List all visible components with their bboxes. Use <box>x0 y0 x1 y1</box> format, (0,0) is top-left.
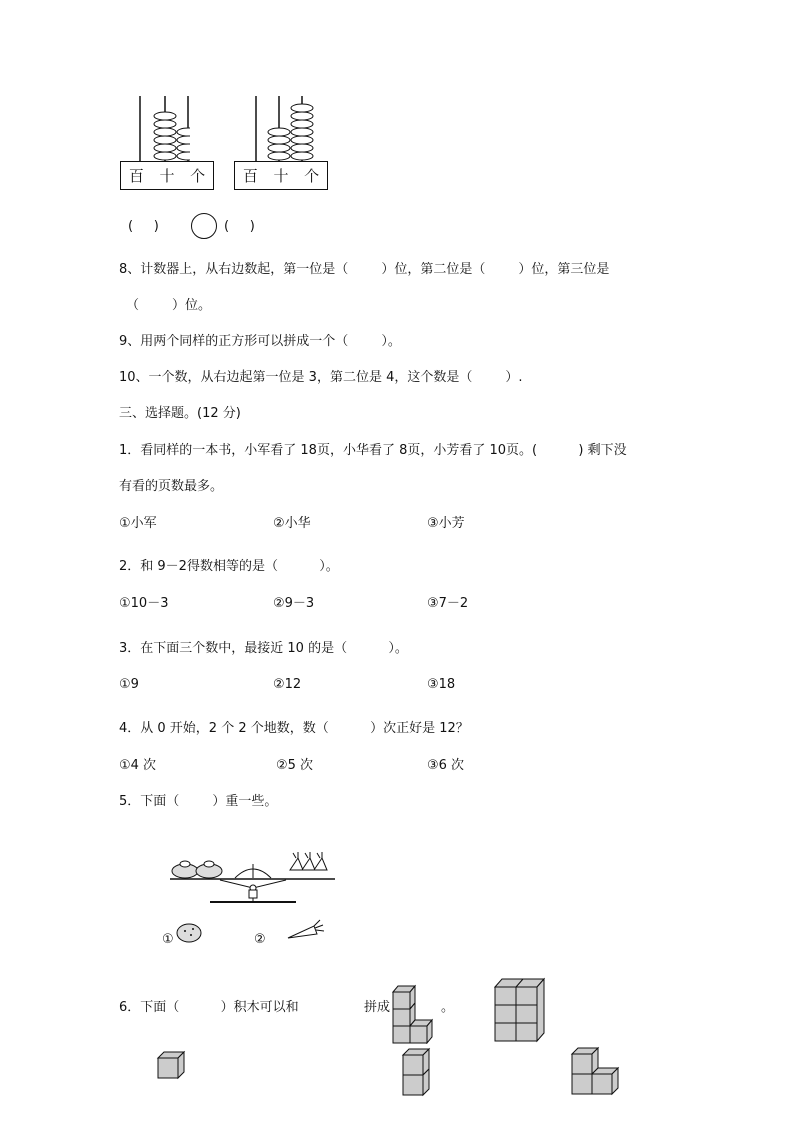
abacus-bead <box>154 120 176 128</box>
question-10: 10、一个数，从右边起第一位是 3，第二位是 4，这个数是（ ）. <box>119 370 523 385</box>
question-1-line1: 1．看同样的一本书，小军看了 18页，小华看了 8页，小芳看了 10页。( ) 剩下没 <box>119 443 627 458</box>
abacus-bead <box>154 144 176 152</box>
abacus-bead <box>177 152 190 160</box>
question-3: 3．在下面三个数中，最接近 10 的是（ ）。 <box>119 641 408 656</box>
abacus-bead <box>291 136 313 144</box>
question-8-line2: （ ）位。 <box>126 298 212 313</box>
compare-blank-left[interactable]: ( ) <box>128 219 159 234</box>
question-9: 9、用两个同样的正方形可以拼成一个（ ）。 <box>119 334 401 349</box>
q3-option-1[interactable]: ①9 <box>119 677 139 692</box>
q3-option-3[interactable]: ③18 <box>427 677 456 692</box>
question-6-stem-a: 6．下面（ ）积木可以和 <box>119 1000 299 1015</box>
place-value-label-left <box>120 161 214 190</box>
abacus-bead <box>291 120 313 128</box>
abacus-bead <box>291 144 313 152</box>
compare-blank-right[interactable]: ( ) <box>224 219 255 234</box>
abacus-bead <box>177 136 190 144</box>
label-ones: 个 <box>190 167 206 185</box>
question-2: 2．和 9－2得数相等的是（ ）。 <box>119 559 339 574</box>
q5-option-1[interactable]: ① <box>162 932 174 947</box>
q4-option-1[interactable]: ①4 次 <box>119 758 157 773</box>
abacus-bead <box>177 144 190 152</box>
abacus-left <box>120 94 190 164</box>
label-hundreds: 百 <box>242 167 258 185</box>
question-6-stem-c: 。 <box>441 1000 455 1015</box>
abacus-bead <box>154 136 176 144</box>
question-4: 4．从 0 开始，2 个 2 个地数，数（ ）次正好是 12？ <box>119 721 469 736</box>
q1-option-2[interactable]: ②小华 <box>273 516 311 531</box>
abacus-bead <box>291 152 313 160</box>
carrot-option-icon <box>284 916 326 944</box>
q5-option-2[interactable]: ② <box>254 932 266 947</box>
compare-circle[interactable] <box>191 213 217 239</box>
abacus-bead <box>291 112 313 120</box>
q2-option-1[interactable]: ①10－3 <box>119 596 169 611</box>
l-three-cube-option-icon[interactable] <box>570 1046 620 1096</box>
q4-option-2[interactable]: ②5 次 <box>276 758 314 773</box>
single-cube-option-icon[interactable] <box>156 1050 186 1080</box>
abacus-bead <box>154 128 176 136</box>
abacus-bead <box>154 112 176 120</box>
abacus-right <box>234 94 328 164</box>
q3-option-2[interactable]: ②12 <box>273 677 302 692</box>
abacus-bead <box>177 128 190 136</box>
abacus-bead <box>268 152 290 160</box>
abacus-bead <box>268 128 290 136</box>
abacus-bead <box>291 104 313 112</box>
place-value-label-right <box>234 161 328 190</box>
question-8-line1: 8、计数器上，从右边数起，第一位是（ ）位，第二位是（ ）位，第三位是 <box>119 262 610 277</box>
q2-option-3[interactable]: ③7－2 <box>427 596 469 611</box>
carrot-icon <box>290 852 327 870</box>
question-5: 5．下面（ ）重一些。 <box>119 794 278 809</box>
two-cube-stack-option-icon[interactable] <box>401 1047 431 1097</box>
balance-scale-illustration <box>165 850 340 906</box>
potato-option-icon <box>174 920 204 944</box>
abacus-bead <box>291 128 313 136</box>
l-shape-blocks-icon <box>390 976 440 1044</box>
potato-icon <box>172 861 222 878</box>
q1-option-1[interactable]: ①小军 <box>119 516 157 531</box>
abacus-bead <box>268 144 290 152</box>
label-ones: 个 <box>304 167 320 185</box>
question-1-line2: 有看的页数最多。 <box>119 479 224 494</box>
rectangle-blocks-icon <box>493 975 545 1043</box>
section-title: 三、选择题。(12 分) <box>119 406 241 421</box>
q2-option-2[interactable]: ②9－3 <box>273 596 315 611</box>
q4-option-3[interactable]: ③6 次 <box>427 758 465 773</box>
label-hundreds: 百 <box>128 167 144 185</box>
abacus-bead <box>154 152 176 160</box>
question-6-stem-b: 拼成 <box>364 1000 391 1015</box>
label-tens: 十 <box>273 167 289 185</box>
abacus-bead <box>268 136 290 144</box>
q1-option-3[interactable]: ③小芳 <box>427 516 465 531</box>
label-tens: 十 <box>159 167 175 185</box>
